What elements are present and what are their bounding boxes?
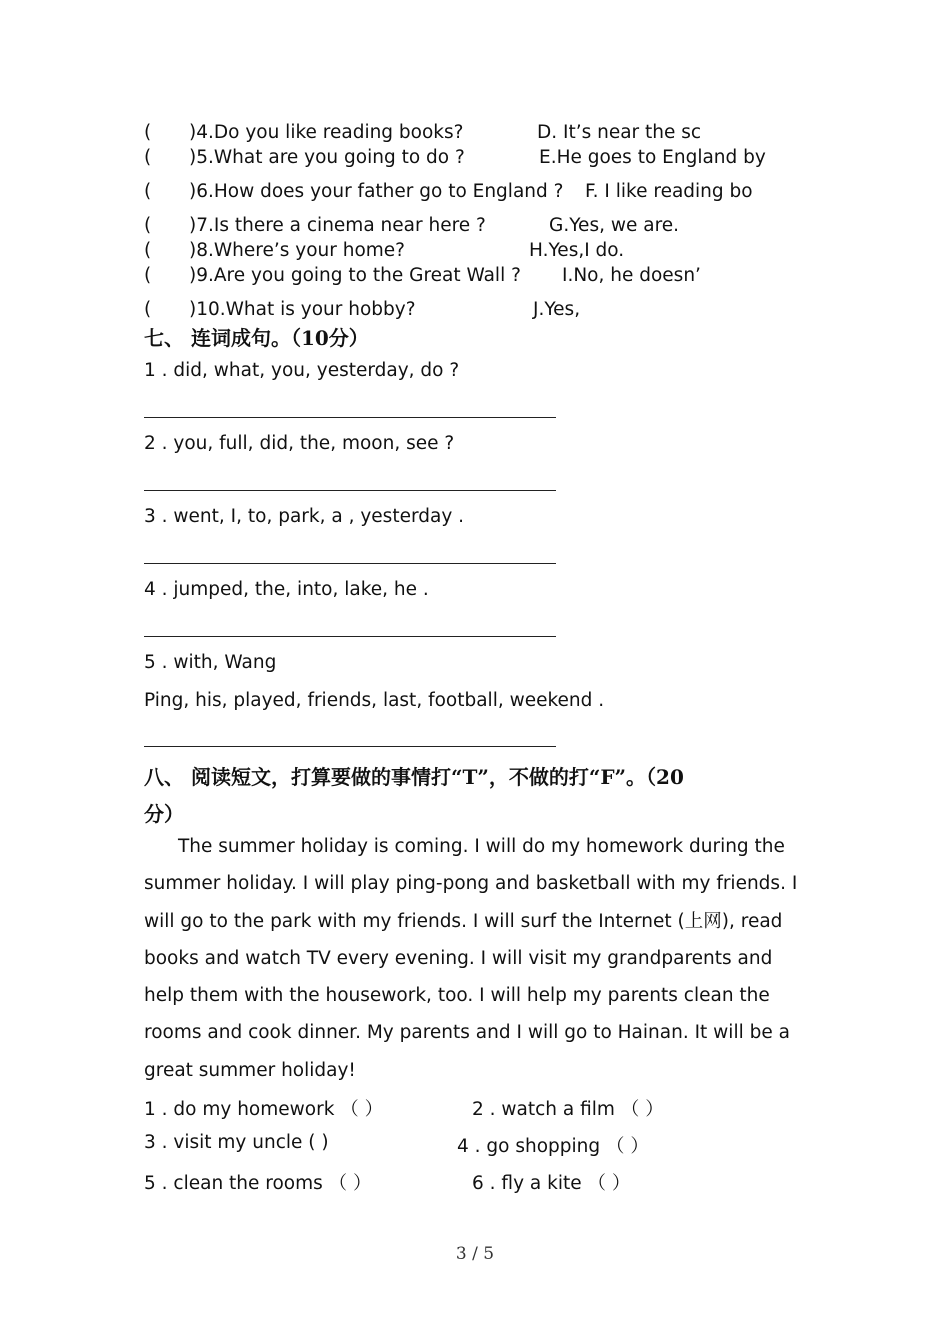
question-text: )9.Are you going to the Great Wall ? <box>189 265 521 286</box>
question-text: )8.Where’s your home? <box>189 240 405 261</box>
tf-item: 6 . fly a kite （ ） <box>472 1173 631 1194</box>
answer-option: H.Yes,I do. <box>529 240 625 261</box>
answer-option: E.He goes to England by <box>539 147 766 168</box>
tf-item: 3 . visit my uncle ( ) <box>144 1132 329 1153</box>
answer-blank-paren: ( <box>144 265 152 286</box>
answer-option: D. It’s near the sc <box>537 122 702 143</box>
answer-blank-paren: ( <box>144 122 152 143</box>
question-text: )10.What is your hobby? <box>189 299 416 320</box>
exercise-item: 5 . with, Wang <box>144 652 277 673</box>
answer-blank-paren: ( <box>144 240 152 261</box>
question-text: )7.Is there a cinema near here ? <box>189 215 486 236</box>
answer-option: F. I like reading bo <box>585 181 753 202</box>
answer-blank-paren: ( <box>144 215 152 236</box>
answer-line[interactable] <box>144 746 556 747</box>
exercise-item-continued: Ping, his, played, friends, last, football, weekend . <box>144 690 605 711</box>
exercise-item: 3 . went, I, to, park, a , yesterday . <box>144 506 465 527</box>
answer-option: G.Yes, we are. <box>549 215 680 236</box>
page-number: 3 / 5 <box>455 1244 495 1264</box>
tf-item: 5 . clean the rooms （ ） <box>144 1173 372 1194</box>
section-heading: 八、 阅读短文，打算要做的事情打“T”，不做的打“F”。（20 <box>144 765 684 789</box>
answer-line[interactable] <box>144 490 556 491</box>
tf-item: 1 . do my homework （ ） <box>144 1099 384 1120</box>
answer-option: I.No, he doesn’ <box>562 265 701 286</box>
section-heading: 七、 连词成句。（10分） <box>144 326 369 350</box>
tf-item: 4 . go shopping （ ） <box>457 1136 649 1157</box>
answer-line[interactable] <box>144 636 556 637</box>
question-text: )4.Do you like reading books? <box>189 122 464 143</box>
reading-passage-text: The summer holiday is coming. I will do my homework during the summer holiday. I will play ping-pong and basketball with my friends. I will go to the park with my friends. I will surf the Internet (上网), read books and watch TV every evening. I will visit my grandparents and help them with the housework, too. I will help my parents clean the rooms and cook dinner. My parents and I will go to Hainan. It will be a great summer holiday! <box>144 836 798 1081</box>
exercise-item: 4 . jumped, the, into, lake, he . <box>144 579 429 600</box>
answer-blank-paren: ( <box>144 299 152 320</box>
answer-blank-paren: ( <box>144 181 152 202</box>
section-heading-continued: 分） <box>144 802 184 826</box>
reading-passage <box>144 828 814 1089</box>
exercise-item: 2 . you, full, did, the, moon, see ? <box>144 433 455 454</box>
answer-option: J.Yes, <box>533 299 581 320</box>
question-text: )5.What are you going to do ? <box>189 147 465 168</box>
tf-item: 2 . watch a film （ ） <box>472 1099 664 1120</box>
exercise-item: 1 . did, what, you, yesterday, do ? <box>144 360 460 381</box>
answer-blank-paren: ( <box>144 147 152 168</box>
question-text: )6.How does your father go to England ? <box>189 181 564 202</box>
answer-line[interactable] <box>144 563 556 564</box>
answer-line[interactable] <box>144 417 556 418</box>
